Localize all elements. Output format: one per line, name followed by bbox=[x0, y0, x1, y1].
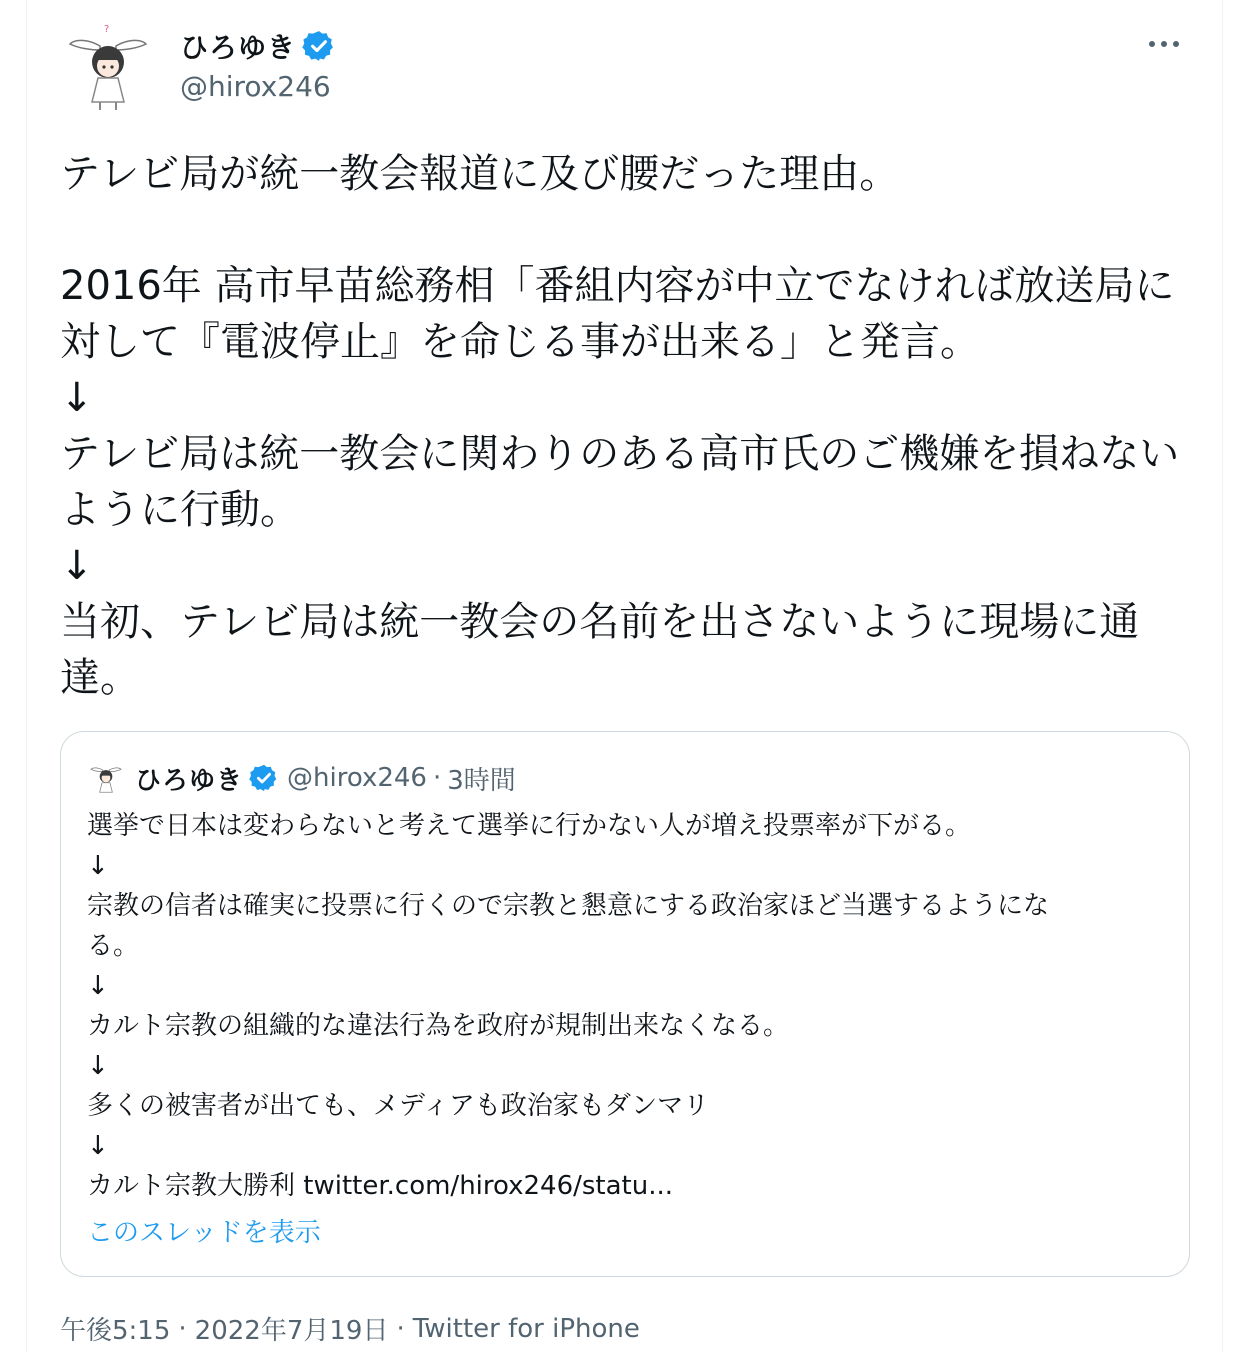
show-thread-link[interactable]: このスレッドを表示 bbox=[87, 1218, 321, 1248]
quoted-tweet-header bbox=[87, 758, 516, 798]
quoted-author-display-name: ひろゆき bbox=[135, 765, 244, 796]
display-name-row bbox=[180, 26, 336, 66]
meta-separator: · bbox=[178, 1313, 187, 1344]
tweet-text: テレビ局が統一教会報道に及び腰だった理由。 2016年 高市早苗総務相「番組内容が中立でなければ放送局に対して『電波停止』を命じる事が出来る」と発言。 ↓ テレビ局は統一教会に関わりのある高市氏のご機嫌を損ねないように行動。 ↓ 当初、テレビ局は統一教会の名前を出さないように現場に通達。 bbox=[60, 151, 1180, 701]
bunny-girl-avatar-icon[interactable] bbox=[60, 18, 156, 114]
tweet-source[interactable]: Twitter for iPhone bbox=[412, 1313, 640, 1344]
quoted-author-handle: @hirox246 bbox=[287, 763, 427, 793]
author-display-name[interactable]: ひろゆき bbox=[180, 31, 297, 64]
bunny-girl-avatar-icon bbox=[87, 759, 125, 797]
quoted-tweet-card[interactable] bbox=[60, 731, 1190, 1277]
author-handle[interactable]: @hirox246 bbox=[180, 70, 331, 103]
tweet-meta bbox=[60, 1310, 640, 1347]
verified-badge-icon bbox=[249, 763, 279, 793]
tweet-time[interactable]: 午後5:15 bbox=[60, 1316, 171, 1346]
tweet-header bbox=[60, 18, 1190, 118]
quoted-tweet-time: 3時間 bbox=[447, 765, 516, 796]
author-names bbox=[180, 26, 336, 103]
more-options-icon[interactable] bbox=[1144, 32, 1184, 56]
verified-badge-icon bbox=[302, 29, 336, 63]
svg-text:?: ? bbox=[104, 24, 110, 35]
meta-separator: · bbox=[396, 1313, 405, 1344]
quoted-header-separator: · bbox=[432, 763, 442, 793]
tweet-date[interactable]: 2022年7月19日 bbox=[194, 1316, 389, 1346]
quoted-tweet-text: 選挙で日本は変わらないと考えて選挙に行かない人が増え投票率が下がる。 ↓ 宗教の信者は確実に投票に行くので宗教と懇意にする政治家ほど当選するようにな る。 ↓ カルト宗教の組織的な違法行為を政府が規制出来なくなる。 ↓ 多くの被害者が出ても、メディアも政治家もダンマリ ↓ カルト宗教大勝利 twitter.com/hirox246/statu... bbox=[87, 811, 1050, 1201]
